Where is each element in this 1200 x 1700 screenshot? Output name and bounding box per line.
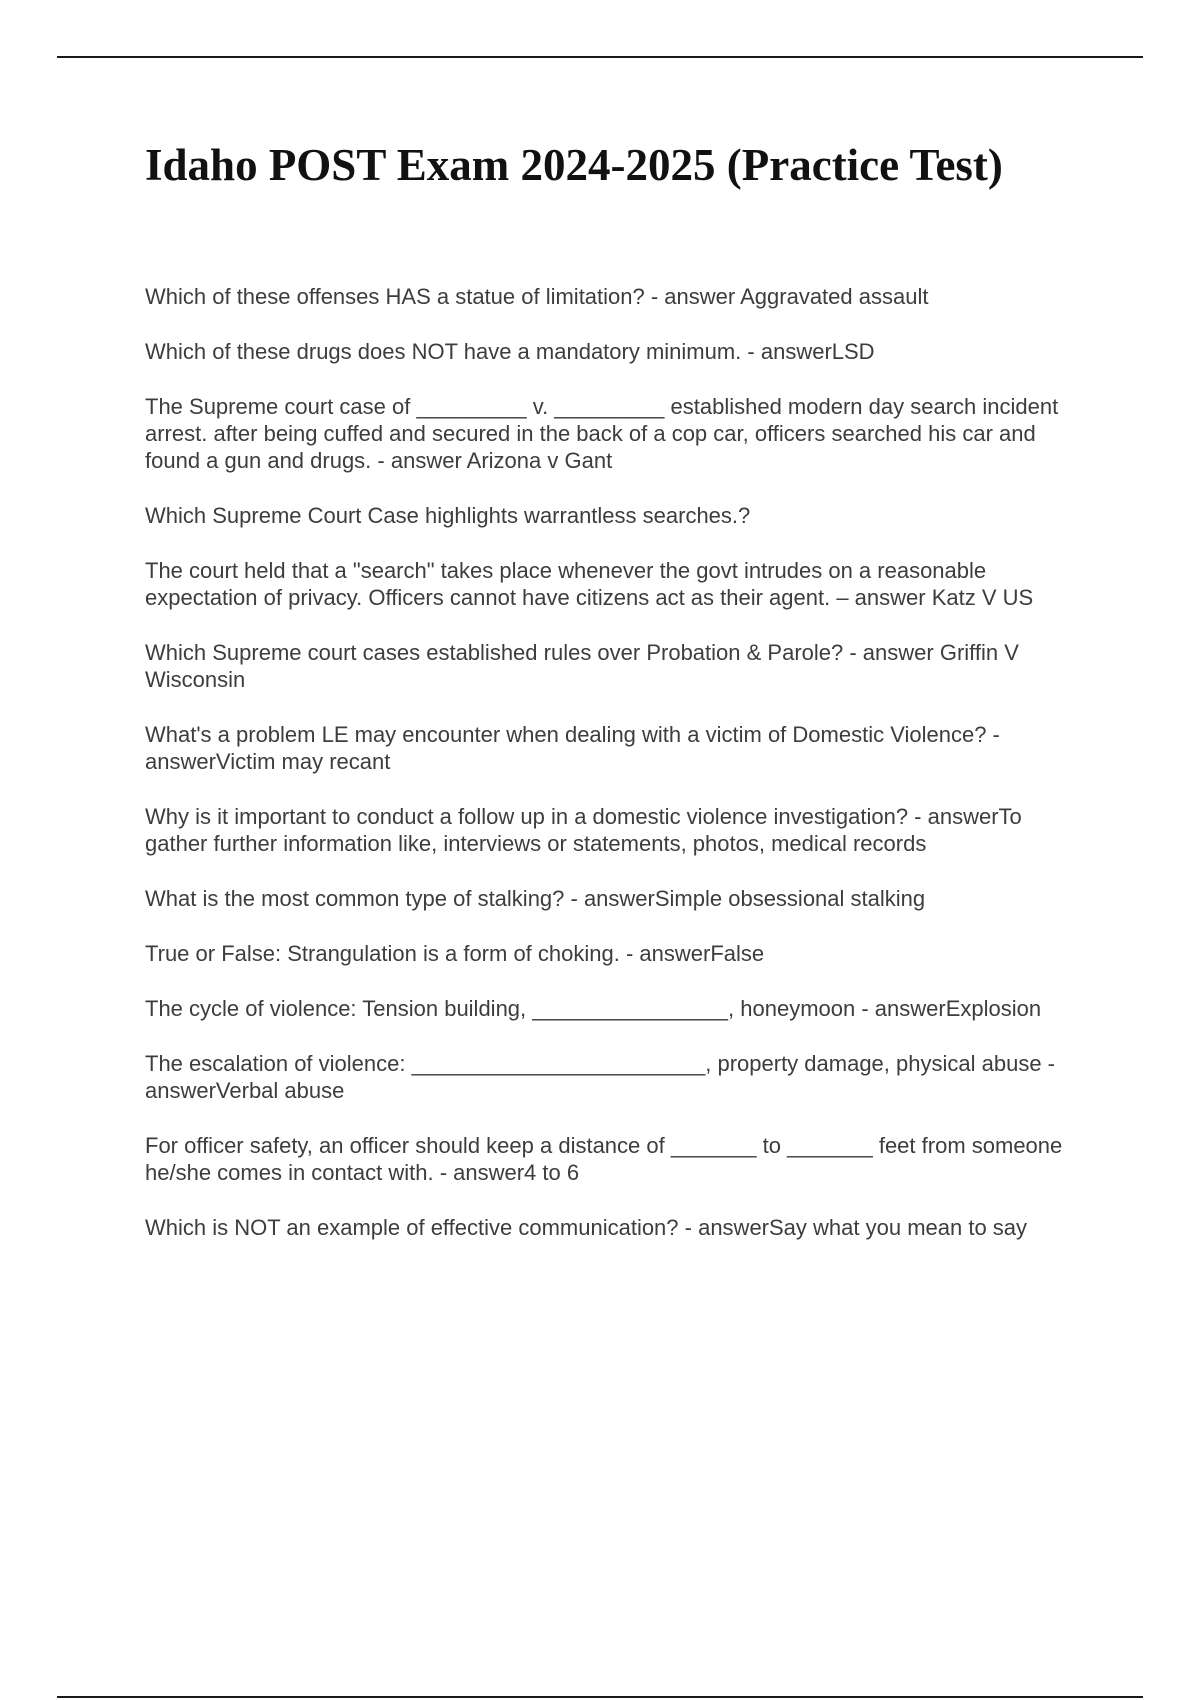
question-item: The cycle of violence: Tension building, ________________, honeymoon - answerExplosion: [145, 996, 1042, 1021]
question-item: For officer safety, an officer should keep a distance of _______ to _______ feet from someone he/she comes in contact with. - answer4 to 6: [145, 1133, 1063, 1185]
question-item: Which of these offenses HAS a statue of limitation? - answer Aggravated assault: [145, 284, 929, 309]
question-item: True or False: Strangulation is a form of choking. - answerFalse: [145, 941, 765, 966]
question-item: The escalation of violence: ________________________, property damage, physical abuse - answerVerbal abuse: [145, 1051, 1055, 1103]
question-list: [145, 283, 1085, 1269]
question-item: The court held that a "search" takes place whenever the govt intrudes on a reasonable expectation of privacy. Officers cannot have citizens act as their agent. – answer Katz V US: [145, 558, 1034, 610]
question-item: Which of these drugs does NOT have a mandatory minimum. - answerLSD: [145, 339, 875, 364]
question-item: Which Supreme Court Case highlights warrantless searches.?: [145, 503, 751, 528]
question-item: The Supreme court case of _________ v. _________ established modern day search incident arrest. after being cuffed and secured in the back of a cop car, officers searched his car and found a gun and drugs. - answer Arizona v Gant: [145, 394, 1059, 473]
bottom-rule: [57, 1696, 1143, 1698]
question-item: Which Supreme court cases established rules over Probation & Parole? - answer Griffin V Wisconsin: [145, 640, 1019, 692]
page-title: Idaho POST Exam 2024-2025 (Practice Test): [145, 140, 1003, 190]
question-item: What is the most common type of stalking? - answerSimple obsessional stalking: [145, 886, 926, 911]
top-rule: [57, 56, 1143, 58]
question-item: What's a problem LE may encounter when dealing with a victim of Domestic Violence? - answerVictim may recant: [145, 722, 1000, 774]
question-item: Why is it important to conduct a follow up in a domestic violence investigation? - answerTo gather further information like, interviews or statements, photos, medical records: [145, 804, 1022, 856]
question-item: Which is NOT an example of effective communication? - answerSay what you mean to say: [145, 1215, 1028, 1240]
